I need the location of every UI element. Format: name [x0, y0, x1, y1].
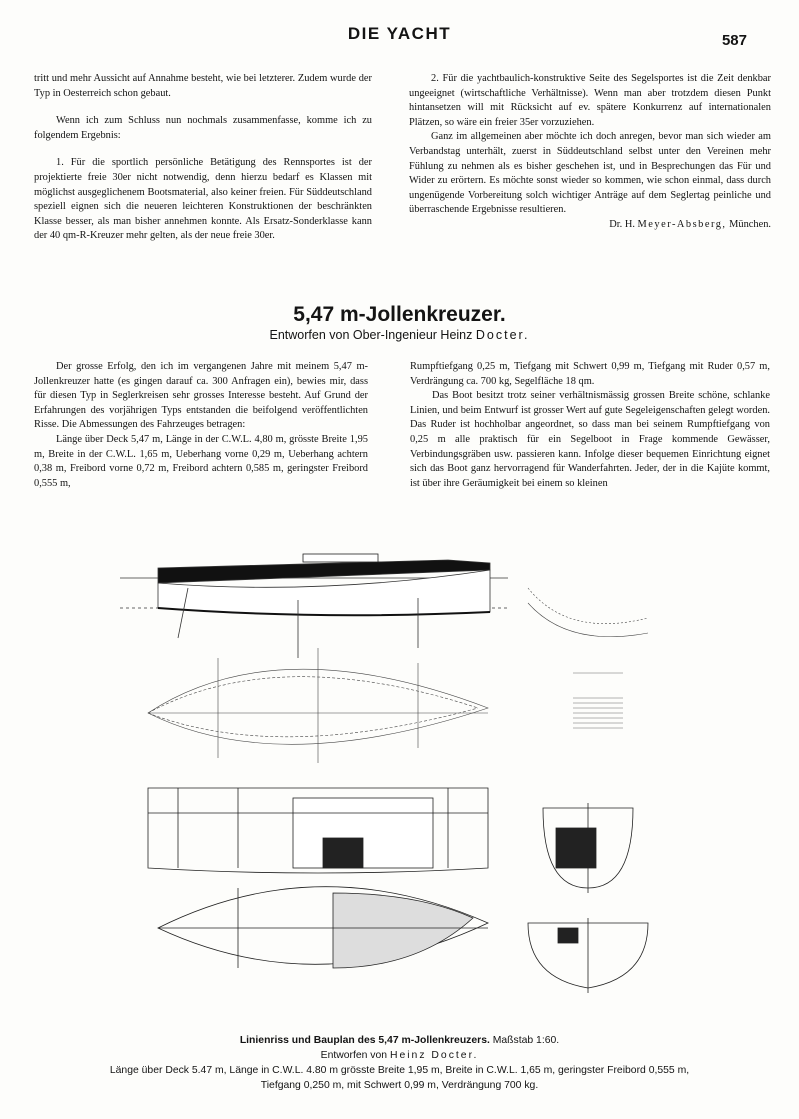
paragraph: tritt und mehr Aussicht auf Annahme besteht, wie bei letzterer. Zudem wurde der Typ in Oesterreich schon gebaut. [34, 73, 372, 99]
caption-title: Linienriss und Bauplan des 5,47 m-Jollenkreuzers. [239, 1035, 490, 1046]
previous-article-left-column [34, 72, 372, 244]
section-views [528, 803, 648, 993]
article-right-column [410, 360, 770, 491]
signature-place: München. [729, 218, 771, 230]
caption-title-line [20, 1033, 779, 1048]
article-subtitle [0, 328, 799, 342]
caption-scale: Maßstab 1:60. [492, 1035, 560, 1046]
paragraph: Rumpftiefgang 0,25 m, Tiefgang mit Schwert 0,99 m, Tiefgang mit Ruder 0,57 m, Verdrängung ca. 700 kg, Segelfläche 18 qm. [410, 361, 770, 387]
signature-name: Meyer-Absberg, [637, 218, 727, 230]
article-left-column [34, 360, 368, 491]
caption-designer-prefix: Entworfen von [320, 1050, 388, 1061]
caption-designer-line [20, 1048, 779, 1063]
signature-prefix: Dr. H. [609, 218, 635, 230]
profile-view [120, 554, 508, 658]
caption-dimensions-1: Länge über Deck 5.47 m, Länge in C.W.L. 4.80 m grösste Breite 1,95 m, Breite in C.W.L. 1,65 m, geringster Freibord 0,555 m, [109, 1065, 690, 1076]
paragraph: Wenn ich zum Schluss nun nochmals zusammenfasse, komme ich zu folgendem Ergebnis: [34, 115, 372, 141]
page-number: 587 [721, 32, 747, 49]
subtitle-prefix: Entworfen von Ober-Ingenieur Heinz [269, 328, 473, 342]
deck-plan-view [158, 887, 488, 968]
figure-caption [20, 1033, 779, 1093]
subtitle-name: Docter. [475, 328, 530, 342]
paragraph: Länge über Deck 5,47 m, Länge in der C.W.L. 4,80 m, grösste Breite 1,95 m, Breite in der C.W.L. 1,65 m, Ueberhang vorne 0,29 m, Ueberhang achtern 0,38 m, Freibord vorne 0,72 m, Freibord achtern 0,585 m, geringster Freibord 0,555 m, [34, 433, 368, 489]
caption-designer-name: Heinz Docter. [389, 1050, 479, 1061]
paragraph: 1. Für die sportlich persönliche Betätigung des Rennsportes ist der projektierte freie 30er nicht notwendig, denn hierzu bedarf es Klassen mit möglichst ausgeglichenem Bootsmaterial, also keiner freien. Für Süddeutschland speziell eignen sich die neueren leichteren Konstruktionen der beschränkten Klasse besser, als man bisher annehmen konnte. Als Ersatz-Sonderklasse kann der 40 qm-R-Kreuzer mehr gelten, als der neue freie 30er. [34, 157, 372, 242]
paragraph: 2. Für die yachtbaulich-konstruktive Seite des Segelsportes ist die Zeit denkbar ungeeignet (wirtschaftliche Verhältnisse). Wenn man aber trotzdem diesen Punkt hintansetzen will mit Rücksicht auf ev. spätere Konkurrenz auf internationalen Plätzen, so wäre ein freier 35er vorzuziehen. [409, 73, 771, 128]
caption-dimensions-2: Tiefgang 0,250 m, mit Schwert 0,99 m, Verdrängung 700 kg. [260, 1080, 539, 1091]
offsets-table [573, 673, 623, 728]
boat-plan-drawing [118, 548, 678, 1018]
paragraph: Das Boot besitzt trotz seiner verhältnismässig grossen Breite schöne, schlanke Linien, und beim Entwurf ist grosser Wert auf gute Segeleigenschaften gelegt worden. Das Ruder ist hochholbar angeordnet, so dass man bei seinem Rumpftiefgang von 0,25 m alle praktisch für ein Segelboot in Frage kommende Gewässer, Verbindungsgräben usw. passieren kann. Infolge dieser bequemen Einrichtung eignet sich das Boot ganz hervorragend für Wanderfahrten. Jeder, der in die Kajüte kommt, ist über ihre Geräumigkeit bei einem so kleinen [410, 390, 770, 489]
construction-profile-view [148, 788, 488, 873]
paragraph: Ganz im allgemeinen aber möchte ich doch anregen, bevor man sich wieder am Verbandstag unterhält, zuerst in Süddeutschland selbst unter den Vereinen mehr Fühlung zu nehmen als es bisher geschehen ist, und in Besprechungen das Für und Wider zu erörtern. Es möchte sonst wieder so kommen, wie schon einmal, dass durch ungenügende Vorbereitung solch wichtiger Anträge auf dem Seglertag peinliche und überraschende Ergebnisse resultieren. [409, 131, 771, 216]
journal-title: DIE YACHT [347, 24, 452, 43]
article-title: 5,47 m-Jollenkreuzer. [293, 303, 506, 326]
paragraph: Der grosse Erfolg, den ich im vergangenen Jahre mit meinem 5,47 m-Jollenkreuzer hatte (es gingen darauf ca. 300 Anfragen ein), bewies mir, dass für diesen Typ in Seglerkreisen sehr grosses Interesse besteht. Auf Grund der Erfahrungen des vorjährigen Typs entstanden die beifolgend veröffentlichten Risse. Die Abmessungen des Fahrzeuges betragen: [34, 361, 368, 431]
author-signature [409, 218, 771, 233]
previous-article-right-column [409, 72, 771, 233]
